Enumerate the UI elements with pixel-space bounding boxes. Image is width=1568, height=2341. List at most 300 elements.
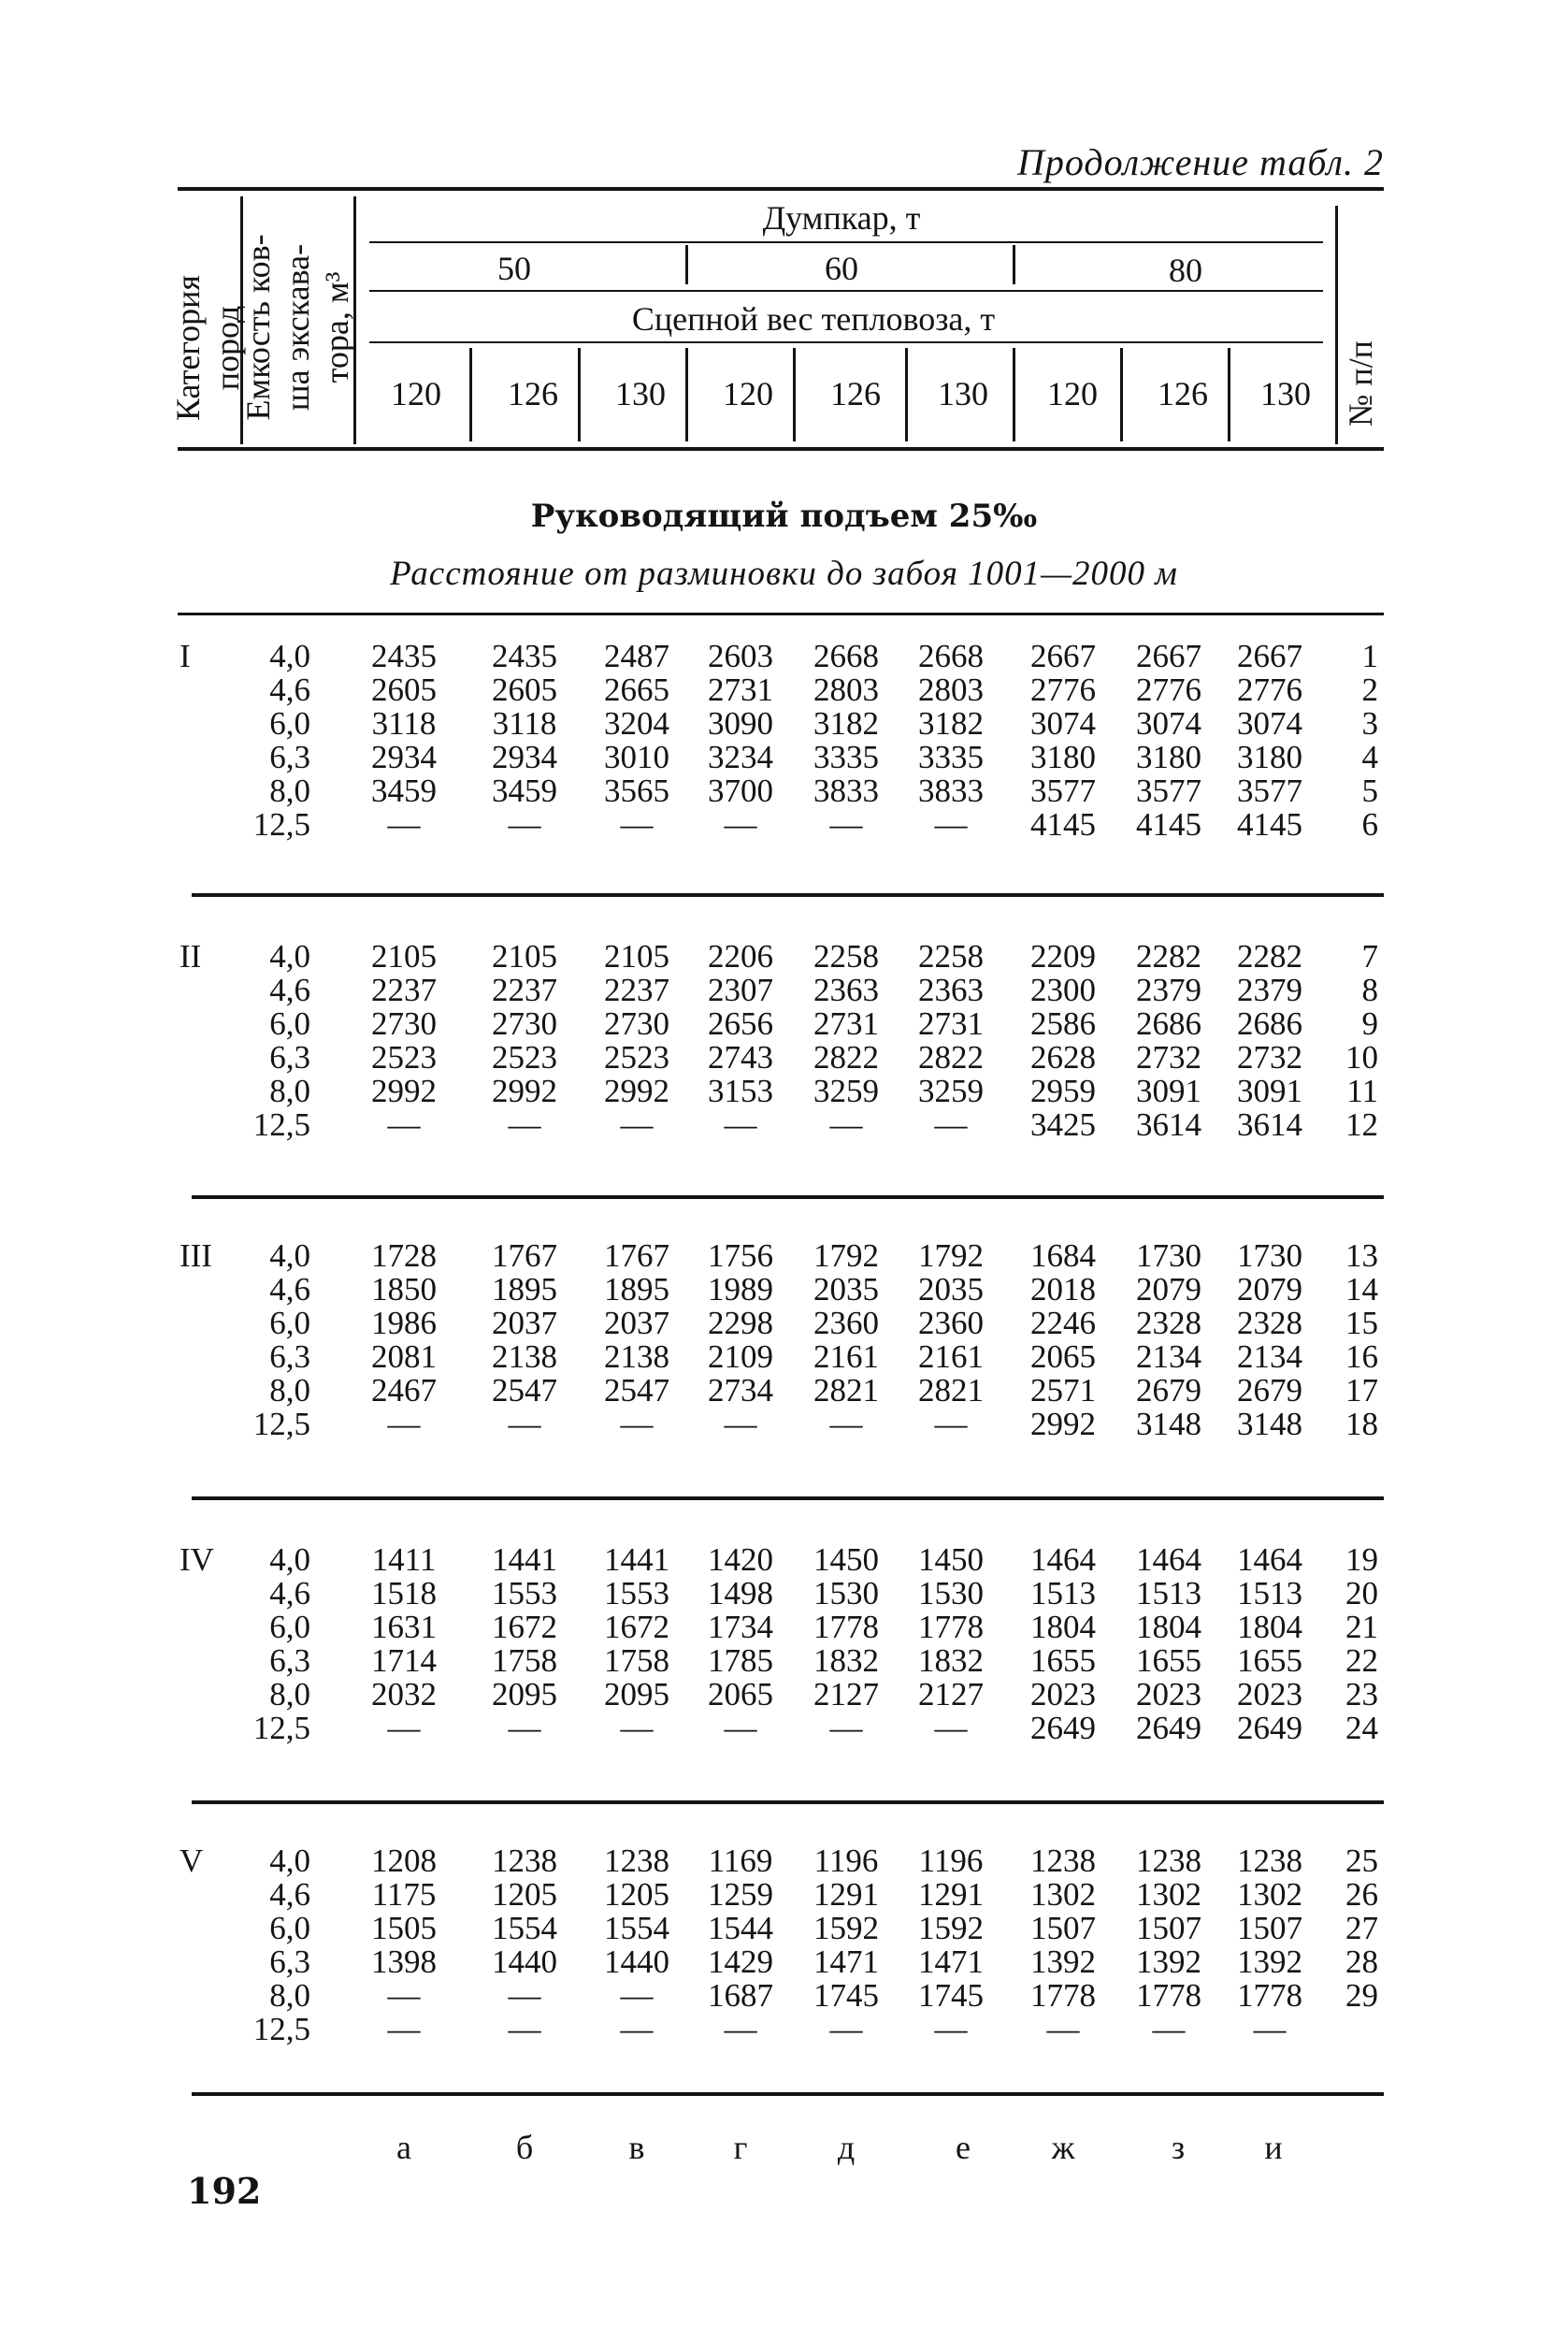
value-cell: 1758 xyxy=(604,1642,669,1679)
row-number: 3 xyxy=(1361,705,1378,742)
capacity-cell: 12,5 xyxy=(252,1710,310,1746)
value-cell: 3459 xyxy=(492,773,557,809)
value-cell: 1544 xyxy=(708,1910,773,1946)
value-cell: 2105 xyxy=(371,938,437,975)
category-label: III xyxy=(180,1237,212,1274)
value-cell: 2732 xyxy=(1237,1039,1302,1076)
value-cell: 1291 xyxy=(918,1876,984,1913)
value-cell: 1767 xyxy=(492,1237,557,1274)
weight-b: 126 xyxy=(508,375,558,412)
table-row xyxy=(0,974,1568,1007)
value-cell: 2734 xyxy=(708,1372,773,1409)
value-cell: 1553 xyxy=(492,1575,557,1611)
value-cell: — xyxy=(387,1710,421,1746)
capacity-cell: 4,0 xyxy=(269,1541,310,1578)
row-number: 25 xyxy=(1345,1842,1378,1879)
value-cell: 2656 xyxy=(708,1005,773,1042)
column-letter: г xyxy=(733,2129,748,2166)
value-cell: 1302 xyxy=(1237,1876,1302,1913)
row-number: 8 xyxy=(1361,972,1378,1008)
capacity-cell: 4,0 xyxy=(269,1237,310,1274)
value-cell: 3091 xyxy=(1136,1073,1201,1109)
value-cell: 2134 xyxy=(1136,1338,1201,1375)
capacity-cell: 8,0 xyxy=(269,773,310,809)
row-number: 13 xyxy=(1345,1237,1378,1274)
value-cell: 3118 xyxy=(492,705,557,742)
value-cell: 1804 xyxy=(1136,1609,1201,1645)
value-cell: 3074 xyxy=(1237,705,1302,742)
value-cell: 1767 xyxy=(604,1237,669,1274)
value-cell: 1471 xyxy=(813,1944,879,1980)
value-cell: 3182 xyxy=(918,705,984,742)
value-cell: — xyxy=(620,1977,654,2014)
value-cell: 2138 xyxy=(492,1338,557,1375)
value-cell: 1554 xyxy=(604,1910,669,1946)
value-cell: — xyxy=(620,1710,654,1746)
row-number: 17 xyxy=(1345,1372,1378,1409)
header-dumpcar-div-1 xyxy=(685,245,688,284)
capacity-cell: 4,6 xyxy=(269,1271,310,1308)
value-cell: 3204 xyxy=(604,705,669,742)
value-cell: 1672 xyxy=(604,1609,669,1645)
value-cell: 2161 xyxy=(813,1338,879,1375)
value-cell: 1554 xyxy=(492,1910,557,1946)
capacity-cell: 8,0 xyxy=(269,1073,310,1109)
value-cell: 1785 xyxy=(708,1642,773,1679)
value-cell: 2667 xyxy=(1237,638,1302,674)
section-rule xyxy=(192,1496,1384,1500)
value-cell: 3090 xyxy=(708,705,773,742)
value-cell: — xyxy=(829,1406,863,1442)
value-cell: 3259 xyxy=(918,1073,984,1109)
page-number: 192 xyxy=(187,2170,262,2212)
value-cell: 1804 xyxy=(1030,1609,1096,1645)
value-cell: 1208 xyxy=(371,1842,437,1879)
value-cell: 2035 xyxy=(813,1271,879,1308)
value-cell: 1832 xyxy=(813,1642,879,1679)
row-number: 23 xyxy=(1345,1676,1378,1712)
value-cell: — xyxy=(620,2011,654,2047)
row-number: 27 xyxy=(1345,1910,1378,1946)
value-cell: — xyxy=(829,1106,863,1143)
capacity-cell: 12,5 xyxy=(252,1106,310,1143)
weight-c: 130 xyxy=(615,375,666,412)
value-cell: 1778 xyxy=(1237,1977,1302,2014)
table-row xyxy=(0,1543,1568,1577)
value-cell: 2023 xyxy=(1136,1676,1201,1712)
value-cell: 1672 xyxy=(492,1609,557,1645)
value-cell: 2934 xyxy=(492,739,557,775)
value-cell: 2435 xyxy=(371,638,437,674)
table-row xyxy=(0,1307,1568,1340)
weight-div-1 xyxy=(469,348,472,441)
value-cell: 2018 xyxy=(1030,1271,1096,1308)
capacity-cell: 12,5 xyxy=(252,2011,310,2047)
value-cell: 3180 xyxy=(1136,739,1201,775)
value-cell: 2246 xyxy=(1030,1305,1096,1341)
value-cell: 2732 xyxy=(1136,1039,1201,1076)
value-cell: 3577 xyxy=(1030,773,1096,809)
value-cell: 1238 xyxy=(1136,1842,1201,1879)
value-cell: 1411 xyxy=(371,1541,437,1578)
value-cell: 2037 xyxy=(604,1305,669,1341)
value-cell: 1507 xyxy=(1030,1910,1096,1946)
value-cell: 2731 xyxy=(813,1005,879,1042)
value-cell: 2487 xyxy=(604,638,669,674)
value-cell: 1302 xyxy=(1030,1876,1096,1913)
value-cell: 2363 xyxy=(813,972,879,1008)
capacity-cell: 8,0 xyxy=(269,1372,310,1409)
value-cell: 2821 xyxy=(918,1372,984,1409)
table-row xyxy=(0,1912,1568,1945)
value-cell: — xyxy=(934,1710,968,1746)
value-cell: 1196 xyxy=(813,1842,879,1879)
value-cell: 3074 xyxy=(1030,705,1096,742)
capacity-cell: 4,6 xyxy=(269,1876,310,1913)
value-cell: — xyxy=(934,806,968,843)
value-cell: 1730 xyxy=(1136,1237,1201,1274)
table-row xyxy=(0,1108,1568,1142)
capacity-cell: 6,3 xyxy=(269,1039,310,1076)
row-number: 18 xyxy=(1345,1406,1378,1442)
value-cell: 2776 xyxy=(1237,672,1302,708)
table-row xyxy=(0,808,1568,842)
header-dumpcar: Думпкар, т xyxy=(762,199,921,237)
column-letter: ж xyxy=(1051,2129,1075,2166)
weight-div-6 xyxy=(1013,348,1015,441)
column-letter: з xyxy=(1171,2129,1186,2166)
category-label: II xyxy=(180,938,202,975)
weight-i: 130 xyxy=(1260,375,1311,412)
value-cell: 1530 xyxy=(813,1575,879,1611)
value-cell: — xyxy=(829,806,863,843)
value-cell: 2127 xyxy=(918,1676,984,1712)
value-cell: 2776 xyxy=(1136,672,1201,708)
value-cell: 2065 xyxy=(1030,1338,1096,1375)
row-number: 20 xyxy=(1345,1575,1378,1611)
value-cell: 2379 xyxy=(1136,972,1201,1008)
value-cell: 1655 xyxy=(1136,1642,1201,1679)
capacity-cell: 6,0 xyxy=(269,1609,310,1645)
header-category: Категория пород xyxy=(169,275,246,421)
value-cell: — xyxy=(724,806,757,843)
header-divider-3 xyxy=(1335,206,1338,444)
column-letter: е xyxy=(956,2129,971,2166)
value-cell: — xyxy=(508,1710,541,1746)
table-row xyxy=(0,774,1568,808)
value-cell: 2237 xyxy=(492,972,557,1008)
value-cell: 1989 xyxy=(708,1271,773,1308)
value-cell: 2298 xyxy=(708,1305,773,1341)
value-cell: 1291 xyxy=(813,1876,879,1913)
weight-div-4 xyxy=(793,348,796,441)
row-number: 12 xyxy=(1345,1106,1378,1143)
value-cell: 3148 xyxy=(1237,1406,1302,1442)
value-cell: 3700 xyxy=(708,773,773,809)
value-cell: 2360 xyxy=(813,1305,879,1341)
value-cell: 2237 xyxy=(371,972,437,1008)
value-cell: — xyxy=(387,806,421,843)
value-cell: — xyxy=(508,1977,541,2014)
value-cell: 2667 xyxy=(1136,638,1201,674)
value-cell: 1471 xyxy=(918,1944,984,1980)
value-cell: 1175 xyxy=(371,1876,437,1913)
value-cell: 4145 xyxy=(1136,806,1201,843)
table-row xyxy=(0,1577,1568,1611)
weight-f: 130 xyxy=(938,375,988,412)
capacity-cell: 6,0 xyxy=(269,1305,310,1341)
row-number: 16 xyxy=(1345,1338,1378,1375)
value-cell: 1513 xyxy=(1136,1575,1201,1611)
value-cell: 1259 xyxy=(708,1876,773,1913)
table-row xyxy=(0,1273,1568,1307)
section-rule xyxy=(192,1195,1384,1199)
value-cell: 1792 xyxy=(813,1237,879,1274)
table-row xyxy=(0,1611,1568,1644)
capacity-cell: 12,5 xyxy=(252,806,310,843)
value-cell: 2134 xyxy=(1237,1338,1302,1375)
section-title: Руководящий подъем 25‰ xyxy=(530,498,1038,535)
value-cell: 1895 xyxy=(492,1271,557,1308)
value-cell: 3148 xyxy=(1136,1406,1201,1442)
continuation-caption: Продолжение табл. 2 xyxy=(1016,141,1384,183)
row-number: 19 xyxy=(1345,1541,1378,1578)
value-cell: 2730 xyxy=(492,1005,557,1042)
header-rule-3 xyxy=(369,341,1323,343)
value-cell: — xyxy=(829,2011,863,2047)
value-cell: 1441 xyxy=(492,1541,557,1578)
value-cell: 1450 xyxy=(918,1541,984,1578)
table-row xyxy=(0,1844,1568,1878)
value-cell: 2586 xyxy=(1030,1005,1096,1042)
value-cell: 2161 xyxy=(918,1338,984,1375)
capacity-cell: 4,0 xyxy=(269,638,310,674)
category-label: I xyxy=(180,638,191,674)
value-cell: 1895 xyxy=(604,1271,669,1308)
value-cell: — xyxy=(387,2011,421,2047)
value-cell: 2282 xyxy=(1237,938,1302,975)
value-cell: 4145 xyxy=(1237,806,1302,843)
value-cell: 1986 xyxy=(371,1305,437,1341)
value-cell: 2667 xyxy=(1030,638,1096,674)
weight-div-5 xyxy=(905,348,908,441)
section-rule xyxy=(192,893,1384,897)
value-cell: 3833 xyxy=(918,773,984,809)
value-cell: — xyxy=(934,1406,968,1442)
weight-h: 126 xyxy=(1158,375,1208,412)
value-cell: 3614 xyxy=(1237,1106,1302,1143)
row-number: 22 xyxy=(1345,1642,1378,1679)
value-cell: 1169 xyxy=(708,1842,773,1879)
section-rule xyxy=(192,1800,1384,1804)
capacity-cell: 8,0 xyxy=(269,1977,310,2014)
value-cell: 1302 xyxy=(1136,1876,1201,1913)
value-cell: 3180 xyxy=(1030,739,1096,775)
value-cell: 2282 xyxy=(1136,938,1201,975)
value-cell: 3577 xyxy=(1237,773,1302,809)
value-cell: 3565 xyxy=(604,773,669,809)
value-cell: 1592 xyxy=(813,1910,879,1946)
value-cell: 1684 xyxy=(1030,1237,1096,1274)
section-rule xyxy=(178,613,1384,615)
value-cell: 1205 xyxy=(492,1876,557,1913)
value-cell: 2095 xyxy=(604,1676,669,1712)
value-cell: 1392 xyxy=(1136,1944,1201,1980)
capacity-cell: 4,0 xyxy=(269,938,310,975)
table-row xyxy=(0,1878,1568,1912)
weight-g: 120 xyxy=(1047,375,1098,412)
value-cell: 2730 xyxy=(371,1005,437,1042)
header-dumpcar-50: 50 xyxy=(497,250,531,287)
value-cell: 1745 xyxy=(813,1977,879,2014)
row-number: 15 xyxy=(1345,1305,1378,1341)
value-cell: 1734 xyxy=(708,1609,773,1645)
section-subtitle: Расстояние от разминовки до забоя 1001—2000 м xyxy=(390,555,1178,593)
value-cell: 3425 xyxy=(1030,1106,1096,1143)
capacity-cell: 4,6 xyxy=(269,1575,310,1611)
value-cell: 3577 xyxy=(1136,773,1201,809)
weight-div-2 xyxy=(578,348,581,441)
value-cell: 2628 xyxy=(1030,1039,1096,1076)
header-rule-1 xyxy=(369,241,1323,243)
value-cell: 2105 xyxy=(492,938,557,975)
value-cell: 2023 xyxy=(1030,1676,1096,1712)
value-cell: 2105 xyxy=(604,938,669,975)
value-cell: 2731 xyxy=(918,1005,984,1042)
value-cell: 3074 xyxy=(1136,705,1201,742)
value-cell: 1730 xyxy=(1237,1237,1302,1274)
value-cell: 1778 xyxy=(918,1609,984,1645)
value-cell: — xyxy=(1046,2011,1080,2047)
value-cell: 2523 xyxy=(492,1039,557,1076)
capacity-cell: 4,6 xyxy=(269,972,310,1008)
value-cell: 2127 xyxy=(813,1676,879,1712)
value-cell: — xyxy=(508,1406,541,1442)
value-cell: 2649 xyxy=(1237,1710,1302,1746)
value-cell: 1464 xyxy=(1030,1541,1096,1578)
value-cell: 2686 xyxy=(1136,1005,1201,1042)
value-cell: — xyxy=(508,806,541,843)
table-row xyxy=(0,741,1568,774)
value-cell: 1792 xyxy=(918,1237,984,1274)
value-cell: 1464 xyxy=(1237,1541,1302,1578)
value-cell: 2731 xyxy=(708,672,773,708)
table-row xyxy=(0,1041,1568,1075)
capacity-cell: 6,3 xyxy=(269,1944,310,1980)
value-cell: 1205 xyxy=(604,1876,669,1913)
value-cell: 1196 xyxy=(918,1842,984,1879)
value-cell: 3091 xyxy=(1237,1073,1302,1109)
value-cell: 1238 xyxy=(1030,1842,1096,1879)
value-cell: 2803 xyxy=(918,672,984,708)
value-cell: 2822 xyxy=(918,1039,984,1076)
value-cell: 1728 xyxy=(371,1237,437,1274)
column-letter: д xyxy=(837,2129,856,2166)
value-cell: 2776 xyxy=(1030,672,1096,708)
value-cell: 3614 xyxy=(1136,1106,1201,1143)
table-row xyxy=(0,1007,1568,1041)
value-cell: 1778 xyxy=(813,1609,879,1645)
value-cell: 1392 xyxy=(1030,1944,1096,1980)
table-row xyxy=(0,1239,1568,1273)
value-cell: 2523 xyxy=(604,1039,669,1076)
value-cell: 1505 xyxy=(371,1910,437,1946)
value-cell: 2992 xyxy=(1030,1406,1096,1442)
value-cell: 1450 xyxy=(813,1541,879,1578)
value-cell: 2821 xyxy=(813,1372,879,1409)
value-cell: 3335 xyxy=(813,739,879,775)
table-row xyxy=(0,1075,1568,1108)
value-cell: 3153 xyxy=(708,1073,773,1109)
value-cell: 2822 xyxy=(813,1039,879,1076)
value-cell: 1530 xyxy=(918,1575,984,1611)
header-top-rule xyxy=(178,187,1384,191)
value-cell: — xyxy=(620,1406,654,1442)
value-cell: — xyxy=(508,2011,541,2047)
value-cell: — xyxy=(724,2011,757,2047)
value-cell: 2730 xyxy=(604,1005,669,1042)
value-cell: — xyxy=(387,1977,421,2014)
value-cell: 1513 xyxy=(1237,1575,1302,1611)
row-number: 9 xyxy=(1361,1005,1378,1042)
row-number: 7 xyxy=(1361,938,1378,975)
value-cell: 2547 xyxy=(604,1372,669,1409)
value-cell: 2023 xyxy=(1237,1676,1302,1712)
value-cell: 2237 xyxy=(604,972,669,1008)
table-row xyxy=(0,1945,1568,1979)
value-cell: 2467 xyxy=(371,1372,437,1409)
header-bottom-rule xyxy=(178,447,1384,451)
value-cell: 1498 xyxy=(708,1575,773,1611)
row-number: 1 xyxy=(1361,638,1378,674)
column-letter: и xyxy=(1264,2129,1283,2166)
table-row xyxy=(0,1712,1568,1745)
value-cell: — xyxy=(829,1710,863,1746)
table-row xyxy=(0,1374,1568,1408)
row-number: 6 xyxy=(1361,806,1378,843)
weight-e: 126 xyxy=(830,375,881,412)
header-dumpcar-div-2 xyxy=(1013,245,1015,284)
value-cell: 2523 xyxy=(371,1039,437,1076)
value-cell: — xyxy=(724,1406,757,1442)
column-letter: в xyxy=(628,2129,645,2166)
value-cell: 2065 xyxy=(708,1676,773,1712)
table-row xyxy=(0,640,1568,673)
value-cell: 3010 xyxy=(604,739,669,775)
value-cell: 2992 xyxy=(492,1073,557,1109)
value-cell: 2649 xyxy=(1136,1710,1201,1746)
value-cell: 2032 xyxy=(371,1676,437,1712)
value-cell: 2992 xyxy=(604,1073,669,1109)
value-cell: 1850 xyxy=(371,1271,437,1308)
capacity-cell: 6,0 xyxy=(269,1910,310,1946)
value-cell: 1631 xyxy=(371,1609,437,1645)
value-cell: 1238 xyxy=(492,1842,557,1879)
value-cell: 2571 xyxy=(1030,1372,1096,1409)
value-cell: 1832 xyxy=(918,1642,984,1679)
value-cell: 3833 xyxy=(813,773,879,809)
row-number: 26 xyxy=(1345,1876,1378,1913)
table-row xyxy=(0,1340,1568,1374)
value-cell: 3234 xyxy=(708,739,773,775)
category-label: IV xyxy=(180,1541,214,1578)
value-cell: 2328 xyxy=(1237,1305,1302,1341)
capacity-cell: 12,5 xyxy=(252,1406,310,1442)
value-cell: 3118 xyxy=(371,705,437,742)
value-cell: 3459 xyxy=(371,773,437,809)
capacity-cell: 4,6 xyxy=(269,672,310,708)
value-cell: 2679 xyxy=(1136,1372,1201,1409)
